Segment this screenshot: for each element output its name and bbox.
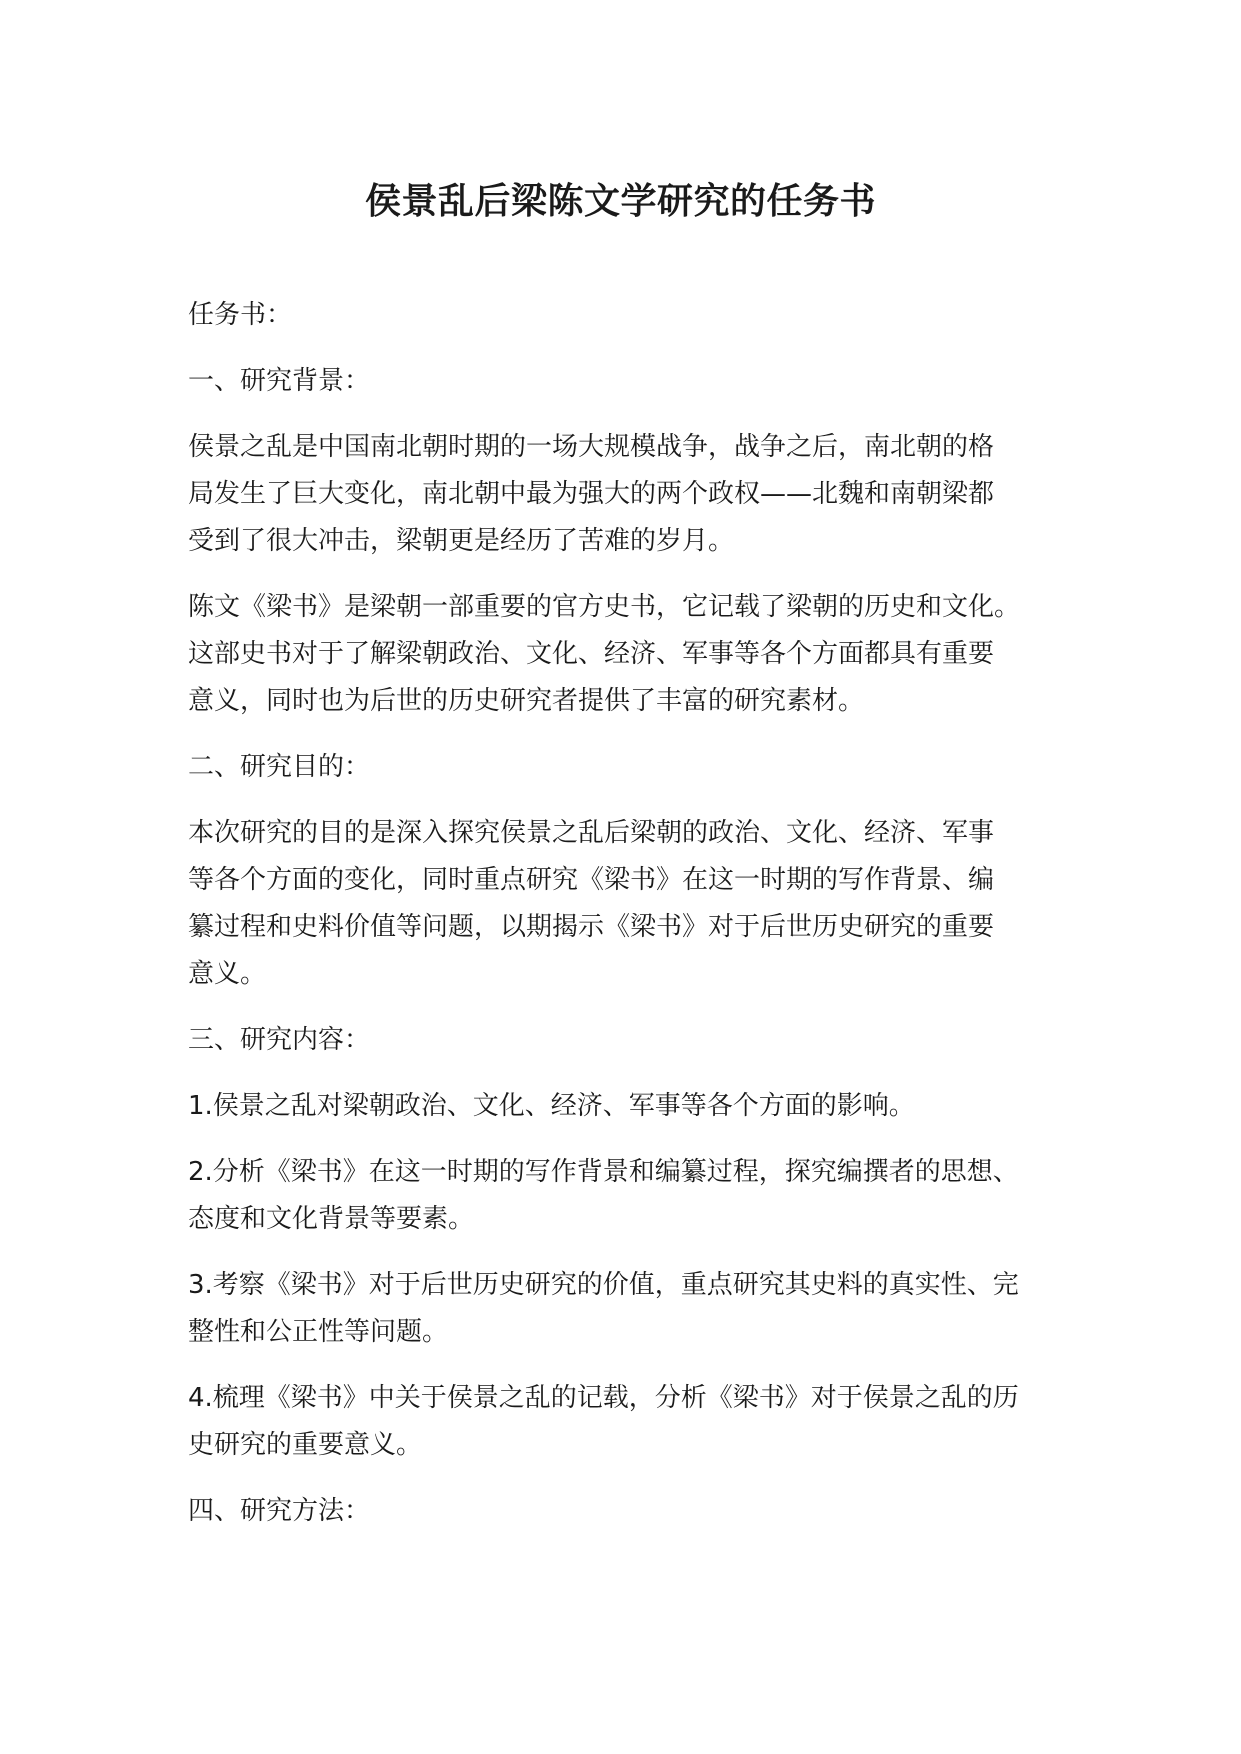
- paragraph-line: 整性和公正性等问题。: [188, 1317, 449, 1347]
- paragraph: [188, 1488, 1068, 1535]
- paragraph-line: 等各个方面的变化，同时重点研究《梁书》在这一时期的写作背景、编: [188, 865, 995, 895]
- paragraph-line: 四、研究方法：: [188, 1496, 371, 1526]
- paragraph-line: 3.考察《梁书》对于后世历史研究的价值，重点研究其史料的真实性、完: [188, 1270, 1019, 1300]
- paragraph-line: 三、研究内容：: [188, 1025, 371, 1055]
- paragraph: [188, 1149, 1068, 1243]
- paragraph-line: 本次研究的目的是深入探究侯景之乱后梁朝的政治、文化、经济、军事: [188, 818, 995, 848]
- paragraph-line: 史研究的重要意义。: [188, 1430, 423, 1460]
- paragraph-line: 意义。: [188, 959, 267, 989]
- paragraph-line: 纂过程和史料价值等问题，以期揭示《梁书》对于后世历史研究的重要: [188, 912, 995, 942]
- paragraph-line: 1.侯景之乱对梁朝政治、文化、经济、军事等各个方面的影响。: [188, 1091, 915, 1121]
- paragraph: [188, 424, 1068, 565]
- paragraph-line: 态度和文化背景等要素。: [188, 1204, 475, 1234]
- document-title: 侯景乱后梁陈文学研究的任务书: [364, 181, 876, 222]
- paragraph: [188, 744, 1068, 791]
- paragraph-line: 意义，同时也为后世的历史研究者提供了丰富的研究素材。: [188, 686, 865, 716]
- paragraph: [188, 584, 1068, 725]
- paragraph-line: 陈文《梁书》是梁朝一部重要的官方史书，它记载了梁朝的历史和文化。: [188, 592, 1021, 622]
- paragraph-line: 一、研究背景：: [188, 366, 371, 396]
- paragraph: [188, 1262, 1068, 1356]
- paragraph-line: 二、研究目的：: [188, 752, 371, 782]
- paragraph-line: 任务书：: [188, 300, 293, 330]
- paragraph: [188, 1375, 1068, 1469]
- paragraph: [188, 1017, 1068, 1064]
- paragraph-line: 2.分析《梁书》在这一时期的写作背景和编纂过程，探究编撰者的思想、: [188, 1157, 1019, 1187]
- paragraph: [188, 810, 1068, 998]
- paragraph-line: 侯景之乱是中国南北朝时期的一场大规模战争，战争之后，南北朝的格: [188, 432, 995, 462]
- document-body: [188, 292, 1068, 1554]
- paragraph-line: 受到了很大冲击，梁朝更是经历了苦难的岁月。: [188, 526, 735, 556]
- paragraph-line: 这部史书对于了解梁朝政治、文化、经济、军事等各个方面都具有重要: [188, 639, 995, 669]
- paragraph: [188, 292, 1068, 339]
- paragraph-line: 4.梳理《梁书》中关于侯景之乱的记载，分析《梁书》对于侯景之乱的历: [188, 1383, 1019, 1413]
- paragraph: [188, 358, 1068, 405]
- paragraph-line: 局发生了巨大变化，南北朝中最为强大的两个政权——北魏和南朝梁都: [188, 479, 995, 509]
- paragraph: [188, 1083, 1068, 1130]
